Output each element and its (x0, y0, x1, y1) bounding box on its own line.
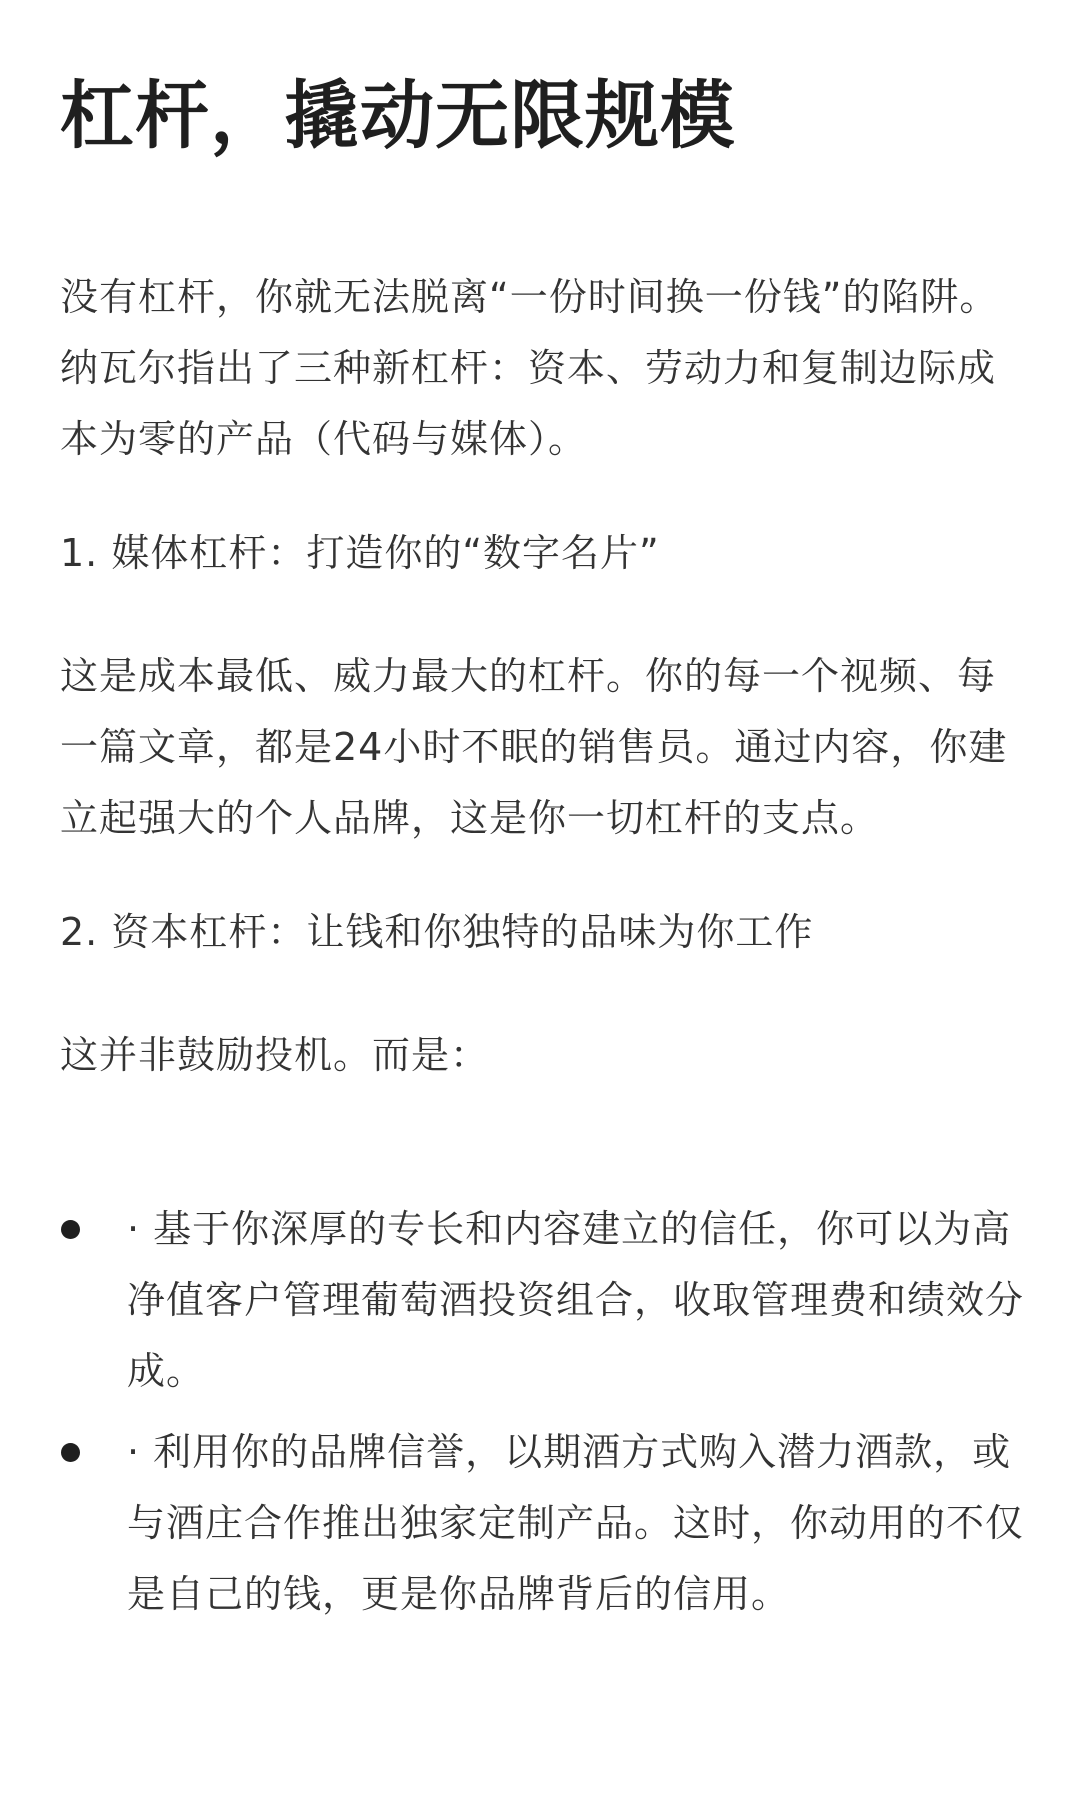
bullet-dot-icon (61, 1220, 80, 1239)
bullet-dot-icon (61, 1443, 80, 1462)
intro-paragraph: 没有杠杆，你就无法脱离“一份时间换一份钱”的陷阱。纳瓦尔指出了三种新杠杆：资本、劳动力和复制边际成本为零的产品（代码与媒体）。 (60, 275, 999, 461)
list-item-text: · 基于你深厚的专长和内容建立的信任，你可以为高净值客户管理葡萄酒投资组合，收取管理费和绩效分成。 (127, 1207, 1025, 1393)
capital-leverage-list (60, 1194, 1025, 1640)
list-item (60, 1417, 1025, 1630)
media-leverage-paragraph: 这是成本最低、威力最大的杠杆。你的每一个视频、每一篇文章，都是24小时不眠的销售员。通过内容，你建立起强大的个人品牌，这是你一切杠杆的支点。 (60, 654, 1008, 840)
capital-leverage-paragraph: 这并非鼓励投机。而是： (60, 1033, 490, 1077)
list-item (60, 1194, 1025, 1407)
capital-leverage-heading: 2. 资本杠杆：让钱和你独特的品味为你工作 (60, 910, 814, 954)
list-item-text: · 利用你的品牌信誉，以期酒方式购入潜力酒款，或与酒庄合作推出独家定制产品。这时，你动用的不仅是自己的钱，更是你品牌背后的信用。 (127, 1430, 1025, 1616)
media-leverage-heading: 1. 媒体杠杆：打造你的“数字名片” (60, 531, 660, 575)
article-title: 杠杆，撬动无限规模 (60, 73, 735, 159)
